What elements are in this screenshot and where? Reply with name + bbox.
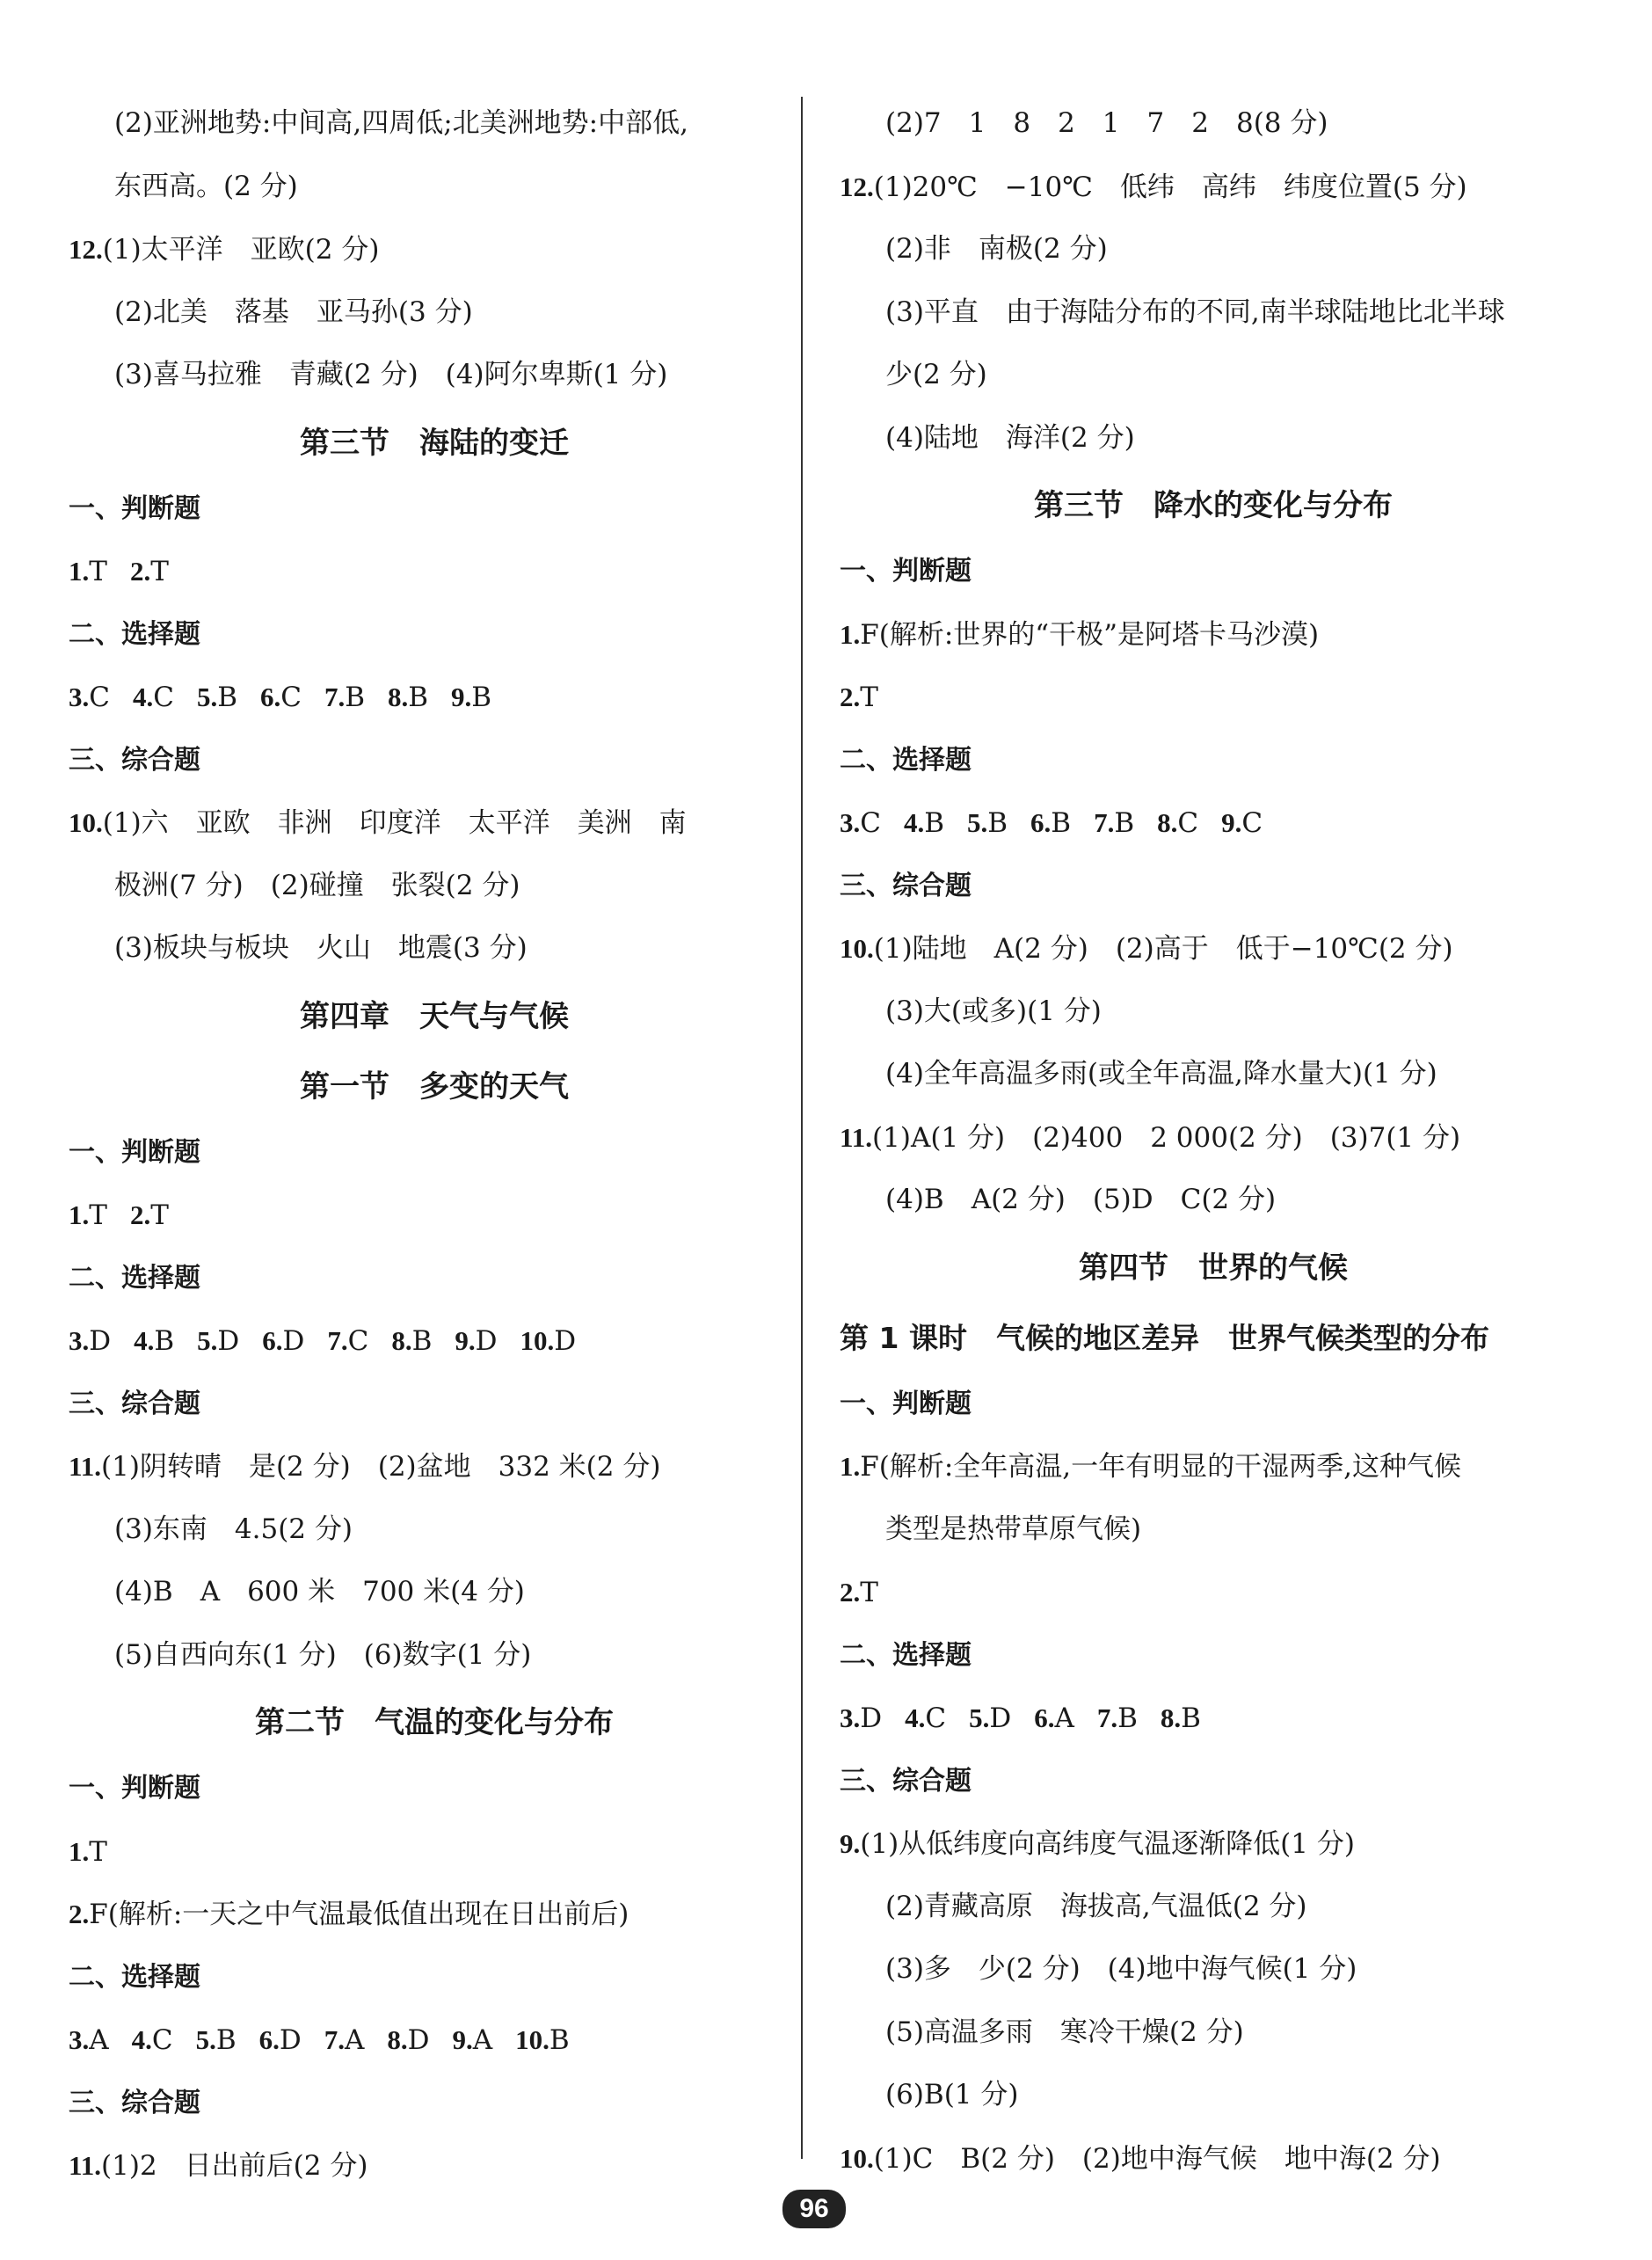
answer-line: (2)北美 落基 亚马孙(3 分)	[114, 295, 473, 328]
question-number: 5.	[969, 1702, 990, 1733]
choice-answers	[840, 1561, 1587, 1624]
choice-answers	[69, 540, 800, 603]
question-number: 2.	[840, 1577, 861, 1608]
question-number: 9.	[451, 682, 472, 712]
question-number: 6.	[1034, 1702, 1055, 1733]
choice-letter: B	[471, 682, 492, 713]
answer-text: (1)六 亚欧 非洲 印度洋 太平洋 美洲 南	[102, 807, 687, 839]
choice-letter: C	[1177, 807, 1199, 839]
answer-line: (3)板块与板块 火山 地震(3 分)	[114, 932, 528, 964]
answer-item	[840, 156, 1587, 219]
section-heading: 第二节 气温的变化与分布	[255, 1705, 614, 1740]
question-type-label: 一、判断题	[840, 556, 972, 587]
question-number: 3.	[69, 682, 90, 712]
choice-letter: D	[282, 1325, 305, 1357]
choice-letter: A	[472, 2024, 493, 2056]
choice-letter: D	[475, 1325, 498, 1357]
answer-text: F(解析:全年高温,一年有明显的干湿两季,这种气候	[860, 1451, 1462, 1483]
answer-line: (4)B A(2 分) (5)D C(2 分)	[885, 1184, 1277, 1215]
question-number: 9.	[455, 1325, 476, 1356]
choice-letter: D	[89, 1325, 112, 1357]
question-type-label: 二、选择题	[69, 1961, 200, 1993]
choice-letter: B	[215, 2024, 237, 2056]
question-number: 1.	[69, 1199, 90, 1230]
choice-letter: B	[1181, 1702, 1201, 1734]
question-number: 5.	[195, 2024, 216, 2055]
question-number: 10.	[69, 807, 103, 838]
choice-letter: D	[217, 1325, 240, 1357]
answer-line: (2)青藏高原 海拔高,气温低(2 分)	[885, 1890, 1307, 1922]
question-type-label: 三、综合题	[69, 1388, 200, 1419]
choice-answers	[69, 1820, 800, 1884]
choice-letter: D	[554, 1325, 577, 1357]
answer-item	[69, 1883, 800, 1946]
question-number: 11.	[69, 2150, 102, 2181]
column-divider	[801, 97, 803, 2159]
answer-text: (1)陆地 A(2 分) (2)高于 低于−10℃(2 分)	[873, 933, 1453, 965]
question-type-label: 二、选择题	[69, 1262, 200, 1294]
choice-answers	[840, 791, 1587, 855]
answer-line: (3)喜马拉雅 青藏(2 分) (4)阿尔卑斯(1 分)	[114, 359, 668, 390]
question-number: 7.	[324, 682, 346, 712]
choice-letter: D	[407, 2024, 430, 2056]
question-number: 7.	[324, 2024, 346, 2055]
answer-line: (2)亚洲地势:中间高,四周低;北美洲地势:中部低,	[114, 107, 688, 139]
answer-line: 少(2 分)	[885, 359, 987, 390]
answer-line: (4)陆地 海洋(2 分)	[885, 421, 1135, 454]
choice-letter: T	[89, 1835, 107, 1868]
question-number: 10.	[840, 933, 874, 964]
question-number: 6.	[258, 2024, 280, 2055]
answer-line: (3)平直 由于海陆分布的不同,南半球陆地比北半球	[885, 295, 1505, 328]
choice-letter: C	[925, 1702, 947, 1734]
choice-letter: B	[1051, 807, 1072, 839]
choice-letter: T	[860, 1577, 878, 1608]
choice-letter: D	[279, 2024, 302, 2056]
answer-text: (1)太平洋 亚欧(2 分)	[102, 234, 380, 266]
choice-answers	[69, 1309, 800, 1373]
answer-line: (5)自西向东(1 分) (6)数字(1 分)	[114, 1638, 532, 1671]
choice-letter: B	[217, 682, 237, 713]
answer-line: 极洲(7 分) (2)碰撞 张裂(2 分)	[114, 869, 520, 901]
section-heading: 第三节 海陆的变迁	[300, 425, 569, 461]
question-number: 3.	[69, 1325, 90, 1356]
question-number: 10.	[840, 2142, 874, 2174]
choice-letter: C	[89, 682, 110, 713]
question-number: 4.	[131, 2024, 152, 2055]
choice-answers	[840, 1687, 1587, 1750]
choice-letter: D	[989, 1702, 1012, 1734]
question-type-label: 二、选择题	[69, 618, 200, 650]
answer-text: (1)2 日出前后(2 分)	[101, 2150, 368, 2182]
answer-item	[840, 2127, 1587, 2191]
section-heading: 第四章 天气与气候	[300, 998, 569, 1034]
choice-letter: B	[1114, 807, 1135, 839]
choice-letter: B	[345, 682, 366, 713]
choice-letter: C	[1241, 807, 1263, 839]
section-heading: 第四节 世界的气候	[1079, 1250, 1348, 1286]
choice-letter: C	[860, 807, 881, 839]
question-number: 1.	[840, 1451, 861, 1482]
left-column	[69, 92, 800, 2198]
question-number: 11.	[69, 1451, 102, 1482]
answer-line: (3)东南 4.5(2 分)	[114, 1513, 353, 1545]
answer-line: (4)B A 600 米 700 米(4 分)	[114, 1576, 525, 1608]
choice-letter: C	[347, 1325, 369, 1357]
choice-letter: T	[89, 1199, 107, 1231]
question-number: 12.	[840, 171, 874, 202]
question-number: 7.	[327, 1325, 348, 1356]
choice-letter: T	[89, 556, 107, 587]
section-heading: 第三节 降水的变化与分布	[1034, 488, 1393, 523]
question-number: 4.	[134, 1325, 155, 1356]
question-number: 5.	[967, 807, 988, 838]
choice-letter: A	[345, 2024, 365, 2056]
answer-item	[69, 791, 800, 855]
choice-letter: B	[924, 807, 945, 839]
question-number: 9.	[1221, 807, 1242, 838]
question-type-label: 一、判断题	[69, 1773, 200, 1804]
choice-letter: D	[860, 1702, 883, 1734]
choice-letter: B	[549, 2024, 570, 2056]
answer-line: (3)大(或多)(1 分)	[885, 995, 1102, 1027]
answer-item	[840, 1435, 1587, 1498]
choice-letter: T	[150, 1199, 169, 1231]
question-number: 4.	[132, 682, 154, 712]
answer-line: (4)全年高温多雨(或全年高温,降水量大)(1 分)	[885, 1058, 1437, 1090]
choice-answers	[69, 2008, 800, 2072]
question-number: 7.	[1096, 1702, 1118, 1733]
answer-text: (1)C B(2 分) (2)地中海气候 地中海(2 分)	[873, 2142, 1441, 2175]
answer-text: (1)20℃ −10℃ 低纬 高纬 纬度位置(5 分)	[873, 171, 1467, 203]
question-number: 2.	[840, 682, 861, 712]
question-type-label: 二、选择题	[840, 744, 972, 776]
question-type-label: 一、判断题	[840, 1388, 972, 1419]
choice-letter: A	[89, 2024, 109, 2056]
question-number: 6.	[1030, 807, 1052, 838]
question-number: 12.	[69, 234, 103, 265]
question-type-label: 三、综合题	[840, 870, 972, 901]
question-number: 10.	[515, 2024, 549, 2055]
question-type-label: 一、判断题	[69, 492, 200, 524]
answer-item	[69, 2134, 800, 2198]
answer-line: (2)7 1 8 2 1 7 2 8(8 分)	[885, 107, 1328, 139]
question-number: 7.	[1094, 807, 1115, 838]
question-number: 6.	[260, 682, 281, 712]
answer-item	[69, 218, 800, 281]
question-number: 3.	[840, 807, 861, 838]
question-type-label: 三、综合题	[69, 2087, 200, 2118]
choice-letter: B	[411, 1325, 433, 1357]
answer-item	[840, 917, 1587, 981]
question-number: 4.	[903, 807, 925, 838]
question-type-label: 二、选择题	[840, 1639, 972, 1671]
question-number: 8.	[1157, 807, 1178, 838]
question-number: 8.	[391, 1325, 412, 1356]
choice-letter: B	[154, 1325, 175, 1357]
question-number: 8.	[387, 2024, 408, 2055]
question-number: 1.	[69, 556, 90, 587]
question-number: 9.	[452, 2024, 473, 2055]
question-number: 8.	[1160, 1702, 1182, 1733]
question-number: 5.	[196, 682, 218, 712]
answer-line: (6)B(1 分)	[885, 2079, 1019, 2111]
page-number: 96	[782, 2190, 846, 2228]
choice-letter: T	[150, 556, 169, 587]
question-type-label: 三、综合题	[840, 1765, 972, 1797]
choice-letter: B	[1117, 1702, 1138, 1734]
question-number: 4.	[905, 1702, 926, 1733]
choice-letter: C	[151, 2024, 173, 2056]
answer-line: 东西高。(2 分)	[114, 170, 298, 202]
question-number: 2.	[129, 556, 151, 587]
question-number: 11.	[840, 1121, 873, 1153]
answer-item	[69, 1435, 800, 1498]
section-heading: 第 1 课时 气候的地区差异 世界气候类型的分布	[840, 1320, 1489, 1355]
question-number: 1.	[840, 618, 861, 650]
answer-line: (2)非 南极(2 分)	[885, 233, 1108, 265]
question-number: 2.	[129, 1199, 151, 1230]
question-number: 5.	[197, 1325, 218, 1356]
answer-text: (1)A(1 分) (2)400 2 000(2 分) (3)7(1 分)	[872, 1121, 1461, 1154]
question-number: 2.	[69, 1899, 90, 1929]
question-number: 6.	[262, 1325, 283, 1356]
answer-text: F(解析:世界的“干极”是阿塔卡马沙漠)	[860, 618, 1320, 651]
question-number: 9.	[840, 1828, 861, 1859]
choice-letter: T	[860, 682, 878, 713]
answer-text: (1)从低纬度向高纬度气温逐渐降低(1 分)	[860, 1828, 1355, 1860]
answer-line: 类型是热带草原气候)	[885, 1513, 1142, 1545]
choice-letter: C	[280, 682, 302, 713]
answer-text: (1)阴转晴 是(2 分) (2)盆地 332 米(2 分)	[101, 1451, 661, 1483]
question-number: 10.	[520, 1325, 555, 1356]
answer-line: (5)高温多雨 寒冷干燥(2 分)	[885, 2016, 1244, 2048]
question-number: 1.	[69, 1835, 90, 1867]
choice-letter: B	[408, 682, 429, 713]
question-number: 8.	[388, 682, 409, 712]
question-type-label: 一、判断题	[69, 1136, 200, 1168]
choice-letter: B	[987, 807, 1008, 839]
answer-item	[840, 603, 1587, 667]
question-number: 3.	[840, 1702, 861, 1733]
choice-answers	[69, 666, 800, 729]
choice-answers	[69, 1184, 800, 1247]
choice-answers	[840, 666, 1587, 729]
answer-item	[840, 1812, 1587, 1876]
right-column	[840, 92, 1587, 2190]
question-number: 3.	[69, 2024, 90, 2055]
section-heading: 第一节 多变的天气	[300, 1068, 569, 1104]
choice-letter: C	[153, 682, 174, 713]
answer-text: F(解析:一天之中气温最低值出现在日出前后)	[89, 1899, 630, 1930]
choice-letter: A	[1054, 1702, 1074, 1734]
answer-item	[840, 1106, 1587, 1170]
answer-line: (3)多 少(2 分) (4)地中海气候(1 分)	[885, 1953, 1357, 1985]
question-type-label: 三、综合题	[69, 744, 200, 776]
